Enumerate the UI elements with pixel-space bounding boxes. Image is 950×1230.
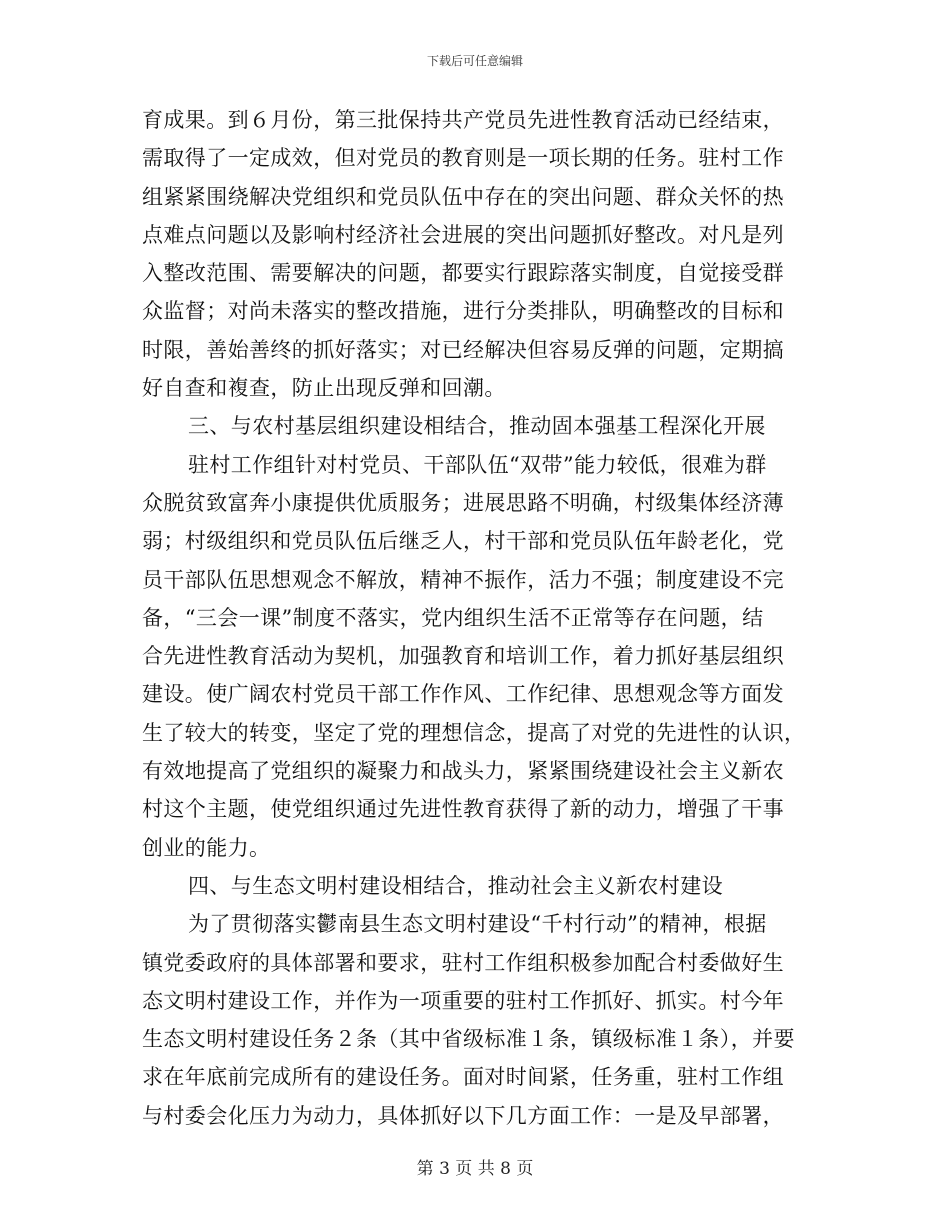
text-line: 求在年底前完成所有的建设任务。面对时间紧，任务重，驻村工作组 (142, 1065, 784, 1090)
text-line: 众监督；对尚未落实的整改措施，进行分类排队，明确整改的目标和 (142, 299, 784, 324)
text-line: 四、与生态文明村建设相结合，推动社会主义新农村建设 (188, 873, 723, 898)
text-line: 众脱贫致富奔小康提供优质服务；进展思路不明确，村级集体经济薄 (142, 490, 784, 515)
text-line: 创业的能力。 (142, 835, 271, 860)
text-line: 村这个主题，使党组织通过先进性教育获得了新的动力，增强了干事 (142, 797, 784, 822)
text-line: 三、与农村基层组织建设相结合，推动固本强基工程深化开展 (188, 414, 766, 439)
page-header: 下载后可任意编辑 (426, 54, 523, 68)
text-line: 备，“三会一课”制度不落实，党内组织生活不正常等存在问题，结 (142, 605, 764, 630)
text-line: 需取得了一定成效，但对党员的教育则是一项长期的任务。驻村工作 (142, 146, 784, 171)
text-line: 合先进性教育活动为契机，加强教育和培训工作，着力抓好基层组织 (142, 644, 784, 669)
text-line: 点难点问题以及影响村经济社会进展的突出问题抓好整改。对凡是列 (142, 222, 784, 247)
text-line: 驻村工作组针对村党员、干部队伍“双带”能力较低，很难为群 (188, 452, 767, 477)
text-line: 时限，善始善终的抓好落实；对已经解决但容易反弹的问题，定期搞 (142, 337, 784, 362)
text-line: 入整改范围、需要解决的问题，都要实行跟踪落实制度，自觉接受群 (142, 261, 784, 286)
text-line: 育成果。到６月份，第三批保持共产党员先进性教育活动已经结束， (142, 108, 784, 132)
body-text (142, 101, 812, 1135)
text-line: 生态文明村建设任务２条（其中省级标准１条，镇级标准１条），并要 (142, 1027, 795, 1052)
text-line: 镇党委政府的具体部署和要求，驻村工作组积极参加配合村委做好生 (142, 950, 784, 975)
text-line: 态文明村建设工作，并作为一项重要的驻村工作抓好、抓实。村今年 (142, 988, 784, 1013)
text-line: 弱；村级组织和党员队伍后继乏人，村干部和党员队伍年龄老化，党 (142, 529, 784, 554)
text-line: 好自查和複查，防止出现反弹和回潮。 (142, 376, 506, 401)
text-line: 员干部队伍思想观念不解放，精神不振作，活力不强；制度建设不完 (142, 567, 784, 592)
text-line: 为了贯彻落实鬱南县生态文明村建设“千村行动”的精神，根据 (188, 912, 767, 937)
text-line: 建设。使广阔农村党员干部工作作风、工作纪律、思想观念等方面发 (142, 682, 784, 707)
text-line: 生了较大的转变，坚定了党的理想信念，提高了对党的先进性的认识， (142, 720, 806, 745)
text-line: 组紧紧围绕解决党组织和党员队伍中存在的突出问题、群众关怀的热 (142, 184, 784, 209)
page-footer: 第 3 页 共 8 页 (416, 1159, 534, 1179)
text-line: 与村委会化压力为动力，具体抓好以下几方面工作：一是及早部署， (142, 1103, 784, 1128)
text-line: 有效地提高了党组织的凝聚力和战头力，紧紧围绕建设社会主义新农 (142, 759, 784, 784)
